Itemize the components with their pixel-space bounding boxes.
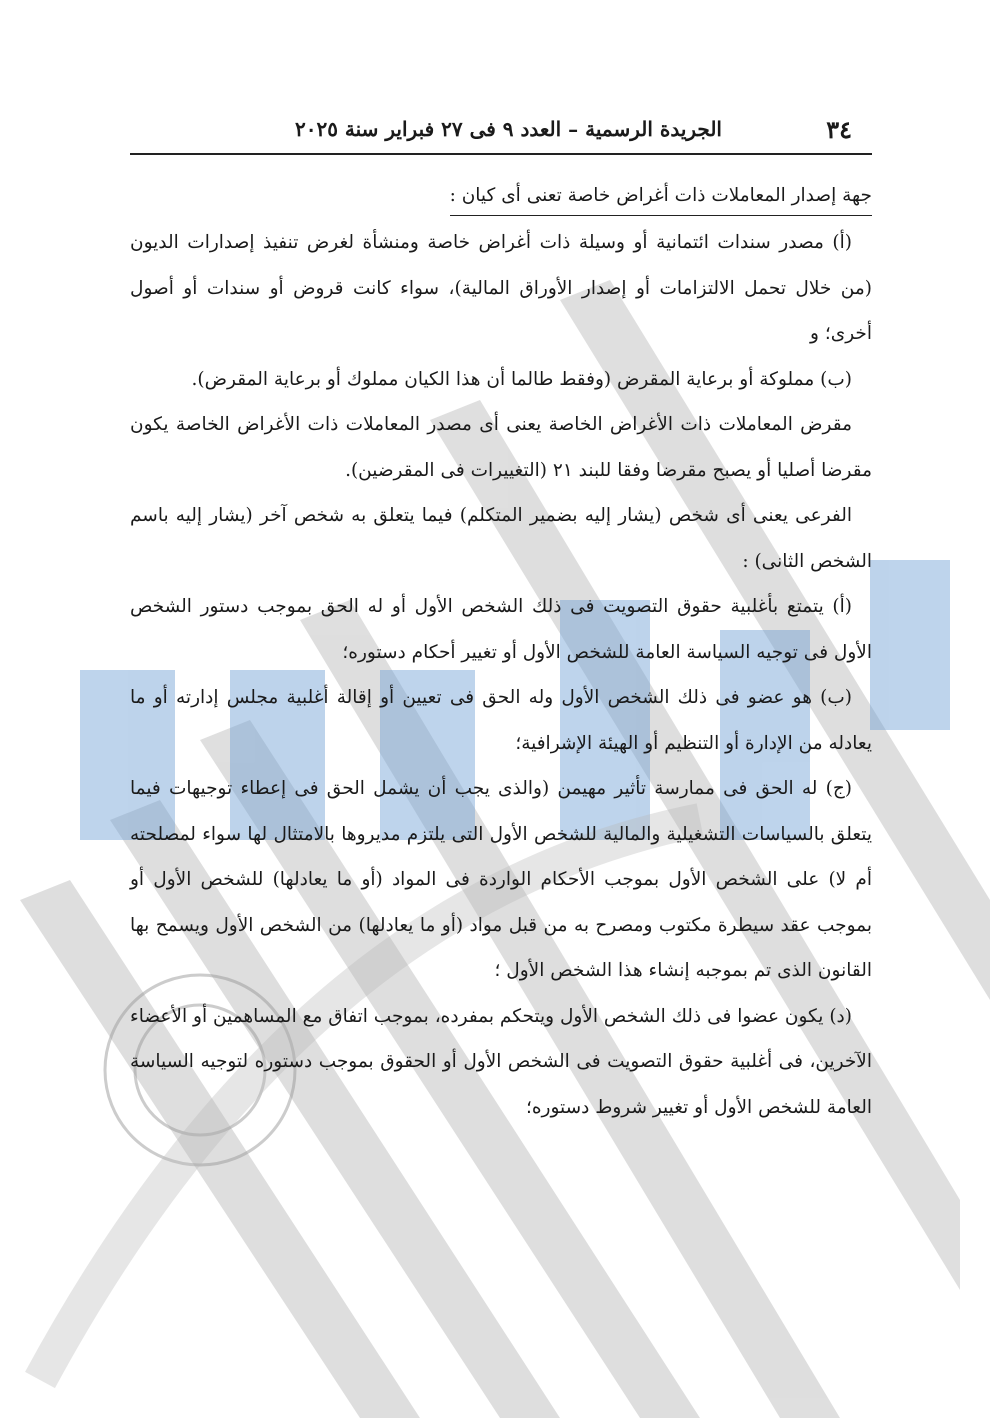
clause-d-control: (د) يكون عضوا فى ذلك الشخص الأول ويتحكم بمفرده، بموجب اتفاق مع المساهمين أو الأعضاء الآخرين، فى أغلبية حقوق التصويت فى الشخص الأول أو الحقوق بموجب دستوره لتوجيه السياسة العامة للشخص الأول أو تغيير شروط دستوره؛ bbox=[130, 1005, 872, 1118]
clause-b-owned: (ب) مملوكة أو برعاية المقرض (وفقط طالما أن هذا الكيان مملوك أو برعاية المقرض). bbox=[191, 368, 852, 390]
document-body bbox=[130, 173, 872, 1130]
clause-c-influence: (ج) له الحق فى ممارسة تأثير مهيمن (والذى يجب أن يشمل الحق فى إعطاء توجيهات فيما يتعلق بالسياسات التشغيلية والمالية للشخص الأول التى يلتزم مديروها بالامتثال لها سواء لمصلحته أم لا) على الشخص الأول بموجب الأحكام الواردة فى المواد (أو ما يعادلها) للشخص الأول أو بموجب عقد سيطرة مكتوب ومصرح به من قبل مواد (أو ما يعادلها) من الشخص الأول ويسمح بها القانون الذى تم بموجبه إنشاء هذا الشخص الأول ؛ bbox=[130, 778, 872, 981]
term-heading: جهة إصدار المعاملات ذات أغراض خاصة تعنى أى كيان : bbox=[450, 177, 872, 216]
document-page bbox=[130, 105, 872, 1365]
page-number: ٣٤ bbox=[826, 115, 852, 144]
clause-a-voting: (أ) يتمتع بأغلبية حقوق التصويت فى ذلك الشخص الأول أو له الحق بموجب دستور الشخص الأول فى توجيه السياسة العامة للشخص الأول أو تغيير أحكام دستوره؛ bbox=[130, 596, 872, 663]
gazette-title: الجريدة الرسمية – العدد ٩ فى ٢٧ فبراير سنة ٢٠٢٥ bbox=[294, 117, 722, 141]
page-header bbox=[130, 105, 872, 155]
term-heading-paragraph bbox=[130, 173, 872, 220]
definition-subsidiary: الفرعى يعنى أى شخص (يشار إليه بضمير المتكلم) فيما يتعلق به شخص آخر (يشار إليه باسم الشخص الثانى) : bbox=[130, 505, 872, 572]
clause-b-member: (ب) هو عضو فى ذلك الشخص الأول وله الحق فى تعيين أو إقالة أغلبية مجلس إدارته أو ما يعادله من الإدارة أو التنظيم أو الهيئة الإشرافية؛ bbox=[130, 687, 872, 754]
clause-a-issuer: (أ) مصدر سندات ائتمانية أو وسيلة ذات أغراض خاصة ومنشأة لغرض تنفيذ إصدارات الديون (من خلال تحمل الالتزامات أو إصدار الأوراق المالية)، سواء كانت قروض أو سندات أو أصول أخرى؛ و bbox=[130, 232, 872, 344]
definition-spv-lender: مقرض المعاملات ذات الأغراض الخاصة يعنى أى مصدر المعاملات ذات الأغراض الخاصة يكون مقرضا أصليا أو يصبح مقرضا وفقا للبند ٢١ (التغييرات فى المقرضين). bbox=[130, 414, 872, 481]
